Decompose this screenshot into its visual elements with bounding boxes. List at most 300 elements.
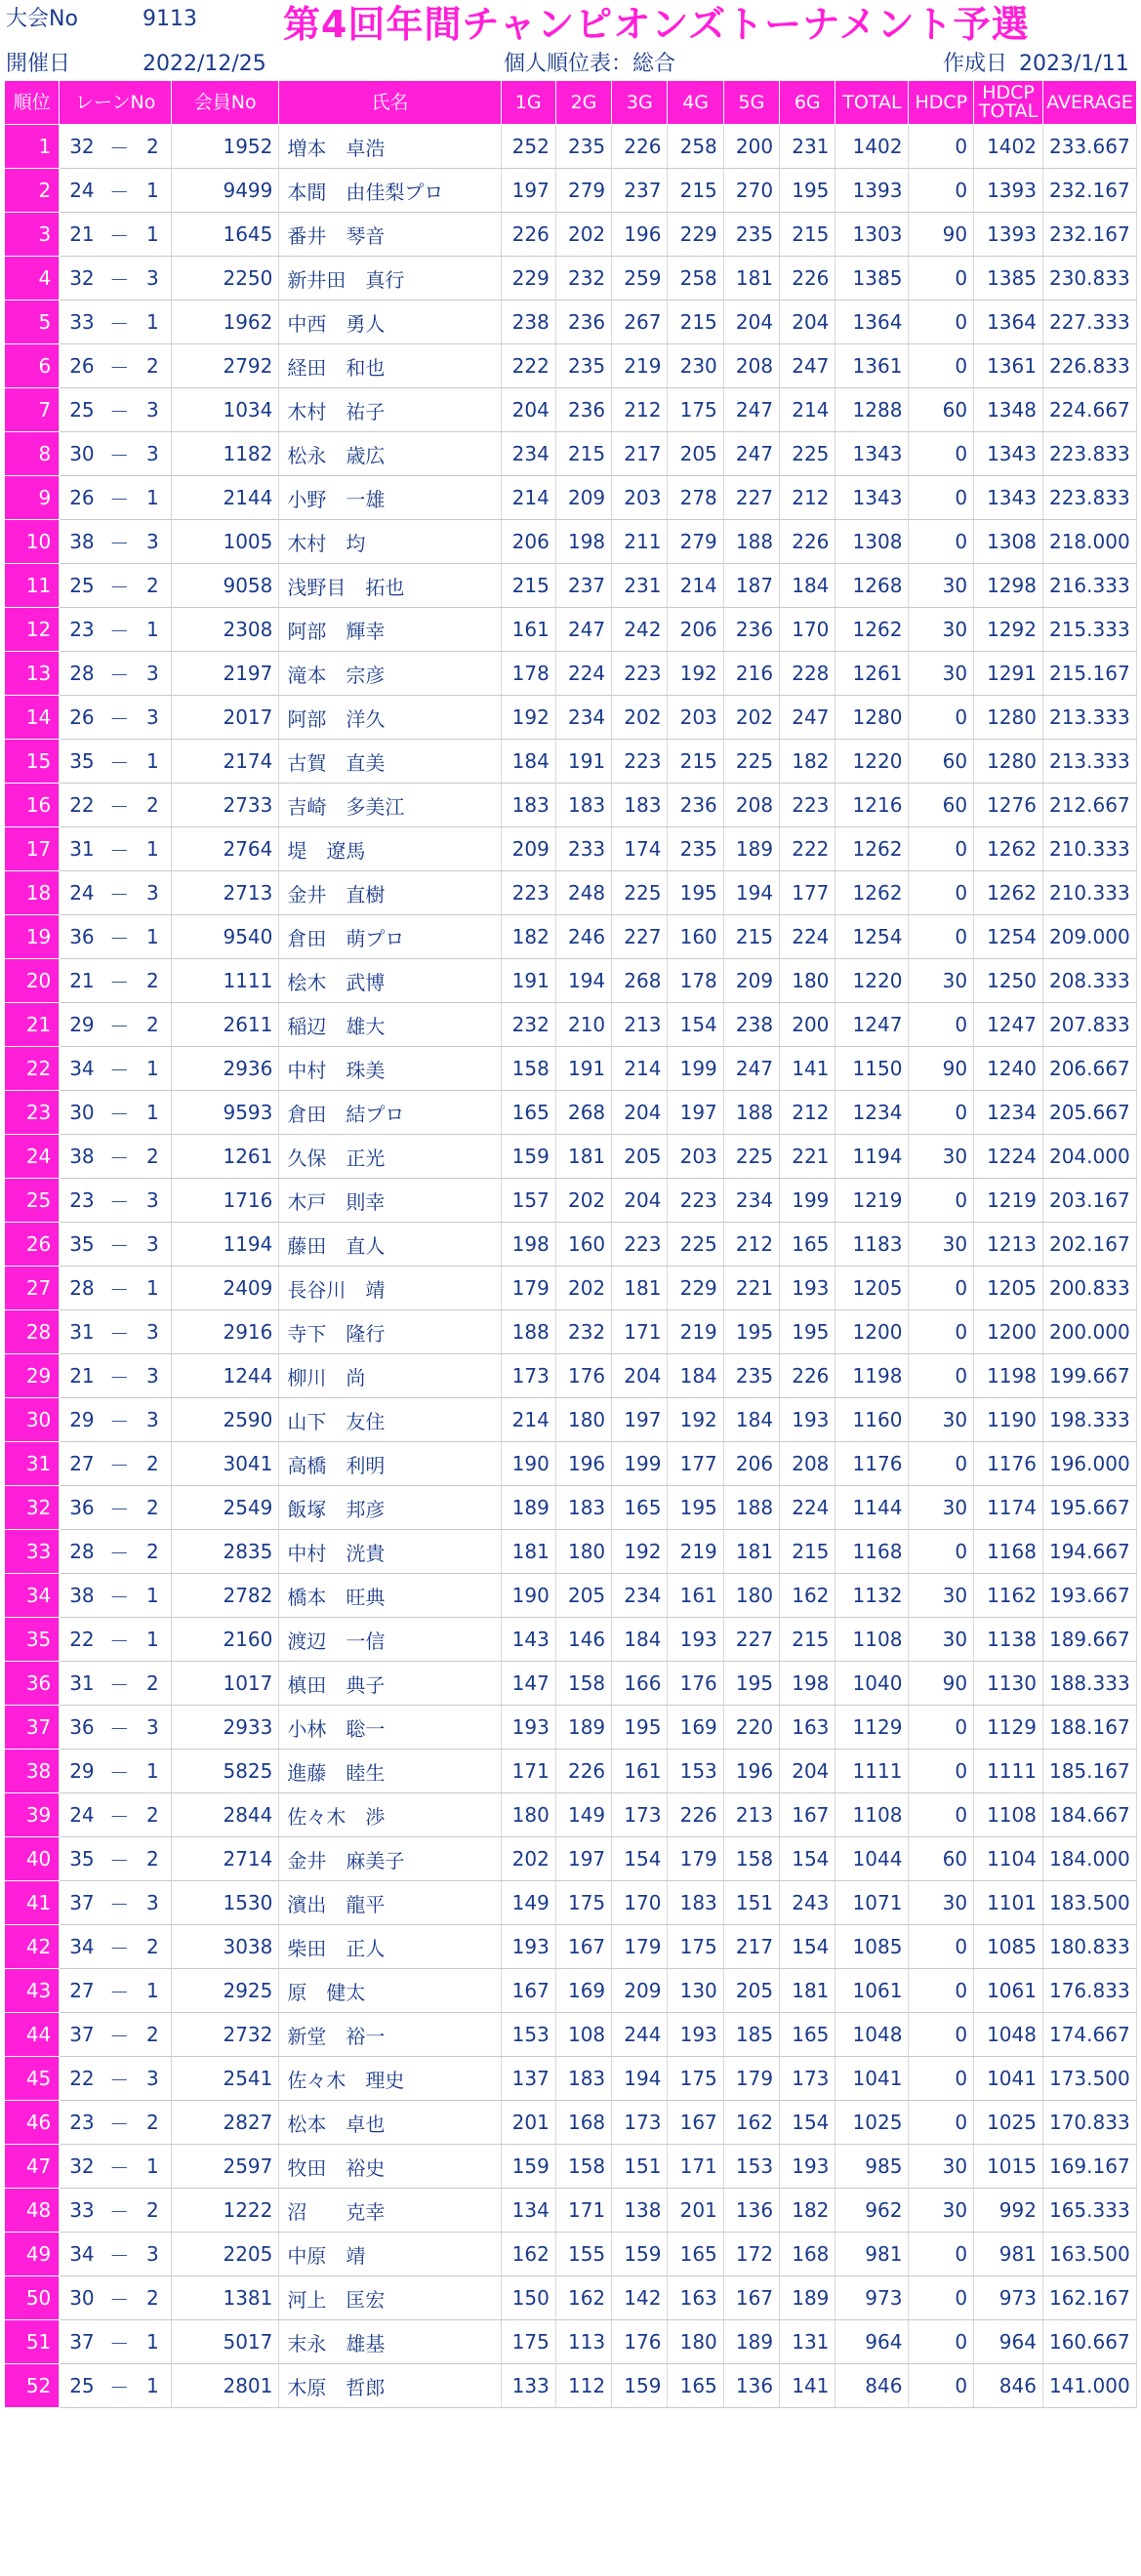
total-cell: 1262 [835, 827, 909, 871]
hdcp-cell: 0 [909, 125, 974, 169]
game-1-cell: 137 [501, 2057, 555, 2101]
lane-dash: － [104, 959, 135, 1003]
game-4-cell: 175 [668, 2057, 723, 2101]
game-3-cell: 181 [612, 1267, 668, 1310]
game-4-cell: 175 [668, 388, 723, 432]
game-4-cell: 165 [668, 2233, 723, 2276]
lane-cell: 38 [60, 1135, 104, 1179]
average-cell: 210.333 [1042, 827, 1136, 871]
lane-dash: － [104, 608, 135, 652]
average-cell: 223.833 [1042, 476, 1136, 520]
meet-no: 9113 [143, 7, 197, 31]
game-4-cell: 214 [668, 564, 723, 608]
rank-cell: 13 [5, 652, 60, 696]
member-no-cell: 2713 [171, 871, 278, 915]
total-cell: 1262 [835, 871, 909, 915]
average-cell: 226.833 [1042, 344, 1136, 388]
lane-cell: 25 [60, 2364, 104, 2408]
hdcp-cell: 90 [909, 1662, 974, 1706]
hdcp-cell: 0 [909, 476, 974, 520]
average-cell: 160.667 [1042, 2320, 1136, 2364]
game-1-cell: 214 [501, 476, 555, 520]
game-6-cell: 215 [780, 1618, 835, 1662]
member-no-cell: 1194 [171, 1223, 278, 1267]
hdcp-cell: 30 [909, 959, 974, 1003]
lane-dash: － [104, 2057, 135, 2101]
lane-cell: 32 [60, 2145, 104, 2189]
lane-dash: － [104, 388, 135, 432]
game-5-cell: 162 [723, 2101, 779, 2145]
game-6-cell: 204 [780, 301, 835, 344]
member-no-cell: 2017 [171, 696, 278, 740]
lane-dash: － [104, 1925, 135, 1969]
game-4-cell: 130 [668, 1969, 723, 2013]
hdcp-total-cell: 1111 [974, 1750, 1043, 1793]
game-1-cell: 133 [501, 2364, 555, 2408]
game-5-cell: 235 [723, 1354, 779, 1398]
game-5-cell: 220 [723, 1706, 779, 1750]
game-1-cell: 178 [501, 652, 555, 696]
lane-dash: － [104, 2364, 135, 2408]
game-2-cell: 247 [555, 608, 611, 652]
table-row [5, 1881, 1137, 1925]
table-row [5, 915, 1137, 959]
average-cell: 210.333 [1042, 871, 1136, 915]
game-2-cell: 158 [555, 1662, 611, 1706]
lane-cell: 22 [60, 784, 104, 827]
game-2-cell: 235 [555, 125, 611, 169]
game-6-cell: 154 [780, 1837, 835, 1881]
member-no-cell: 2733 [171, 784, 278, 827]
table-row [5, 1179, 1137, 1223]
game-5-cell: 221 [723, 1267, 779, 1310]
seat-cell: 1 [135, 1091, 172, 1135]
seat-cell: 1 [135, 2145, 172, 2189]
lane-cell: 31 [60, 827, 104, 871]
rank-cell: 28 [5, 1310, 60, 1354]
seat-cell: 1 [135, 1750, 172, 1793]
rank-cell: 35 [5, 1618, 60, 1662]
game-4-cell: 171 [668, 2145, 723, 2189]
game-3-cell: 204 [612, 1354, 668, 1398]
hdcp-total-cell: 1254 [974, 915, 1043, 959]
table-row [5, 1398, 1137, 1442]
game-4-cell: 205 [668, 432, 723, 476]
game-4-cell: 229 [668, 1267, 723, 1310]
rank-cell: 6 [5, 344, 60, 388]
hdcp-cell: 0 [909, 2013, 974, 2057]
game-5-cell: 187 [723, 564, 779, 608]
player-name-cell: 柴田 正人 [279, 1925, 501, 1969]
lane-dash: － [104, 1310, 135, 1354]
table-row [5, 213, 1137, 257]
average-cell: 230.833 [1042, 257, 1136, 301]
game-6-cell: 226 [780, 520, 835, 564]
table-row [5, 1003, 1137, 1047]
game-4-cell: 258 [668, 257, 723, 301]
player-name-cell: 河上 匡宏 [279, 2276, 501, 2320]
game-5-cell: 181 [723, 257, 779, 301]
average-cell: 188.167 [1042, 1706, 1136, 1750]
hdcp-cell: 30 [909, 2189, 974, 2233]
hdcp-total-cell: 1348 [974, 388, 1043, 432]
player-name-cell: 中原 靖 [279, 2233, 501, 2276]
game-4-cell: 154 [668, 1003, 723, 1047]
player-name-cell: 高橋 利明 [279, 1442, 501, 1486]
table-row [5, 1574, 1137, 1618]
hdcp-total-cell: 964 [974, 2320, 1043, 2364]
game-1-cell: 226 [501, 213, 555, 257]
lane-cell: 36 [60, 915, 104, 959]
total-cell: 1111 [835, 1750, 909, 1793]
member-no-cell: 2801 [171, 2364, 278, 2408]
member-no-cell: 5825 [171, 1750, 278, 1793]
average-cell: 183.500 [1042, 1881, 1136, 1925]
hdcp-cell: 90 [909, 1047, 974, 1091]
game-1-cell: 134 [501, 2189, 555, 2233]
game-2-cell: 189 [555, 1706, 611, 1750]
game-3-cell: 212 [612, 388, 668, 432]
hdcp-cell: 0 [909, 1793, 974, 1837]
seat-cell: 2 [135, 2101, 172, 2145]
table-row [5, 1969, 1137, 2013]
lane-dash: － [104, 2189, 135, 2233]
game-5-cell: 247 [723, 432, 779, 476]
hdcp-cell: 90 [909, 213, 974, 257]
game-4-cell: 199 [668, 1047, 723, 1091]
member-no-cell: 2936 [171, 1047, 278, 1091]
player-name-cell: 阿部 洋久 [279, 696, 501, 740]
seat-cell: 3 [135, 1398, 172, 1442]
game-4-cell: 235 [668, 827, 723, 871]
game-1-cell: 222 [501, 344, 555, 388]
game-4-cell: 184 [668, 1354, 723, 1398]
game-3-cell: 267 [612, 301, 668, 344]
game-3-cell: 214 [612, 1047, 668, 1091]
lane-dash: － [104, 1003, 135, 1047]
rank-cell: 29 [5, 1354, 60, 1398]
lane-cell: 30 [60, 1091, 104, 1135]
game-5-cell: 195 [723, 1310, 779, 1354]
hdcp-cell: 0 [909, 432, 974, 476]
game-5-cell: 235 [723, 213, 779, 257]
game-4-cell: 225 [668, 1223, 723, 1267]
lane-dash: － [104, 1750, 135, 1793]
lane-cell: 26 [60, 476, 104, 520]
total-cell: 1150 [835, 1047, 909, 1091]
player-name-cell: 藤田 直人 [279, 1223, 501, 1267]
average-cell: 215.167 [1042, 652, 1136, 696]
game-2-cell: 197 [555, 1837, 611, 1881]
game-2-cell: 205 [555, 1574, 611, 1618]
lane-dash: － [104, 2101, 135, 2145]
hdcp-cell: 0 [909, 169, 974, 213]
member-no-cell: 2308 [171, 608, 278, 652]
game-5-cell: 179 [723, 2057, 779, 2101]
game-4-cell: 236 [668, 784, 723, 827]
total-cell: 1132 [835, 1574, 909, 1618]
lane-cell: 37 [60, 2013, 104, 2057]
table-row [5, 1442, 1137, 1486]
average-cell: 213.333 [1042, 740, 1136, 784]
table-header [5, 81, 1137, 125]
average-cell: 232.167 [1042, 213, 1136, 257]
game-1-cell: 159 [501, 2145, 555, 2189]
game-1-cell: 252 [501, 125, 555, 169]
table-row [5, 301, 1137, 344]
game-2-cell: 209 [555, 476, 611, 520]
hdcp-total-cell: 1041 [974, 2057, 1043, 2101]
game-5-cell: 136 [723, 2364, 779, 2408]
hdcp-cell: 30 [909, 1618, 974, 1662]
total-cell: 1220 [835, 740, 909, 784]
lane-cell: 24 [60, 1793, 104, 1837]
game-6-cell: 225 [780, 432, 835, 476]
hdcp-cell: 0 [909, 2276, 974, 2320]
hdcp-cell: 30 [909, 652, 974, 696]
hdcp-total-cell: 1224 [974, 1135, 1043, 1179]
game-5-cell: 195 [723, 1662, 779, 1706]
lane-cell: 37 [60, 1881, 104, 1925]
game-3-cell: 259 [612, 257, 668, 301]
table-row [5, 959, 1137, 1003]
game-2-cell: 279 [555, 169, 611, 213]
lane-cell: 30 [60, 432, 104, 476]
hdcp-cell: 0 [909, 871, 974, 915]
player-name-cell: 中西 勇人 [279, 301, 501, 344]
lane-dash: － [104, 827, 135, 871]
rank-cell: 42 [5, 1925, 60, 1969]
lane-cell: 35 [60, 740, 104, 784]
lane-dash: － [104, 784, 135, 827]
game-4-cell: 258 [668, 125, 723, 169]
lane-dash: － [104, 915, 135, 959]
game-1-cell: 192 [501, 696, 555, 740]
game-5-cell: 247 [723, 1047, 779, 1091]
hdcp-cell: 30 [909, 2145, 974, 2189]
member-no-cell: 2764 [171, 827, 278, 871]
lane-dash: － [104, 1091, 135, 1135]
seat-cell: 1 [135, 915, 172, 959]
game-1-cell: 157 [501, 1179, 555, 1223]
player-name-cell: 山下 友住 [279, 1398, 501, 1442]
game-3-cell: 151 [612, 2145, 668, 2189]
game-1-cell: 180 [501, 1793, 555, 1837]
game-6-cell: 181 [780, 1969, 835, 2013]
seat-cell: 3 [135, 1223, 172, 1267]
game-6-cell: 165 [780, 2013, 835, 2057]
player-name-cell: 佐々木 理史 [279, 2057, 501, 2101]
member-no-cell: 2250 [171, 257, 278, 301]
total-cell: 1343 [835, 432, 909, 476]
average-cell: 195.667 [1042, 1486, 1136, 1530]
seat-cell: 2 [135, 1003, 172, 1047]
table-row [5, 432, 1137, 476]
member-no-cell: 2835 [171, 1530, 278, 1574]
rank-cell: 38 [5, 1750, 60, 1793]
member-no-cell: 2590 [171, 1398, 278, 1442]
game-6-cell: 224 [780, 915, 835, 959]
col-average: AVERAGE [1042, 81, 1136, 125]
player-name-cell: 経田 和也 [279, 344, 501, 388]
game-3-cell: 211 [612, 520, 668, 564]
game-6-cell: 214 [780, 388, 835, 432]
hdcp-cell: 0 [909, 696, 974, 740]
member-no-cell: 9499 [171, 169, 278, 213]
game-2-cell: 167 [555, 1925, 611, 1969]
table-body [5, 125, 1137, 2408]
player-name-cell: 中村 洸貴 [279, 1530, 501, 1574]
meet-no-label: 大会No [6, 7, 78, 31]
game-5-cell: 215 [723, 915, 779, 959]
average-cell: 213.333 [1042, 696, 1136, 740]
game-4-cell: 197 [668, 1091, 723, 1135]
game-3-cell: 176 [612, 2320, 668, 2364]
total-cell: 1402 [835, 125, 909, 169]
game-1-cell: 184 [501, 740, 555, 784]
game-5-cell: 208 [723, 344, 779, 388]
total-cell: 985 [835, 2145, 909, 2189]
hdcp-total-cell: 1276 [974, 784, 1043, 827]
table-row [5, 740, 1137, 784]
member-no-cell: 2409 [171, 1267, 278, 1310]
lane-dash: － [104, 1618, 135, 1662]
seat-cell: 2 [135, 344, 172, 388]
game-6-cell: 162 [780, 1574, 835, 1618]
game-3-cell: 223 [612, 740, 668, 784]
average-cell: 184.667 [1042, 1793, 1136, 1837]
table-row [5, 608, 1137, 652]
hdcp-total-cell: 1234 [974, 1091, 1043, 1135]
lane-cell: 38 [60, 1574, 104, 1618]
game-2-cell: 234 [555, 696, 611, 740]
rank-cell: 1 [5, 125, 60, 169]
total-cell: 1194 [835, 1135, 909, 1179]
hdcp-total-cell: 1101 [974, 1881, 1043, 1925]
hdcp-total-cell: 1393 [974, 169, 1043, 213]
average-cell: 224.667 [1042, 388, 1136, 432]
lane-cell: 28 [60, 1267, 104, 1310]
total-cell: 1343 [835, 476, 909, 520]
game-1-cell: 165 [501, 1091, 555, 1135]
game-2-cell: 181 [555, 1135, 611, 1179]
member-no-cell: 1952 [171, 125, 278, 169]
game-6-cell: 199 [780, 1179, 835, 1223]
lane-dash: － [104, 1179, 135, 1223]
game-6-cell: 223 [780, 784, 835, 827]
rank-cell: 5 [5, 301, 60, 344]
game-5-cell: 206 [723, 1442, 779, 1486]
game-3-cell: 268 [612, 959, 668, 1003]
game-5-cell: 202 [723, 696, 779, 740]
hdcp-total-cell: 1250 [974, 959, 1043, 1003]
hdcp-cell: 0 [909, 1925, 974, 1969]
player-name-cell: 原 健太 [279, 1969, 501, 2013]
rank-cell: 41 [5, 1881, 60, 1925]
average-cell: 169.167 [1042, 2145, 1136, 2189]
rank-cell: 43 [5, 1969, 60, 2013]
average-cell: 202.167 [1042, 1223, 1136, 1267]
game-6-cell: 231 [780, 125, 835, 169]
game-5-cell: 189 [723, 2320, 779, 2364]
game-4-cell: 153 [668, 1750, 723, 1793]
game-4-cell: 167 [668, 2101, 723, 2145]
hdcp-total-cell: 1298 [974, 564, 1043, 608]
game-5-cell: 167 [723, 2276, 779, 2320]
table-row [5, 696, 1137, 740]
table-row [5, 2276, 1137, 2320]
total-cell: 1071 [835, 1881, 909, 1925]
game-1-cell: 150 [501, 2276, 555, 2320]
average-cell: 174.667 [1042, 2013, 1136, 2057]
lane-cell: 23 [60, 608, 104, 652]
table-row [5, 827, 1137, 871]
player-name-cell: 長谷川 靖 [279, 1267, 501, 1310]
lane-dash: － [104, 2145, 135, 2189]
player-name-cell: 稲辺 雄大 [279, 1003, 501, 1047]
game-3-cell: 166 [612, 1662, 668, 1706]
average-cell: 207.833 [1042, 1003, 1136, 1047]
rank-cell: 3 [5, 213, 60, 257]
member-no-cell: 2792 [171, 344, 278, 388]
game-2-cell: 169 [555, 1969, 611, 2013]
game-5-cell: 172 [723, 2233, 779, 2276]
seat-cell: 1 [135, 301, 172, 344]
lane-cell: 26 [60, 696, 104, 740]
game-3-cell: 138 [612, 2189, 668, 2233]
game-6-cell: 193 [780, 2145, 835, 2189]
game-1-cell: 143 [501, 1618, 555, 1662]
game-4-cell: 165 [668, 2364, 723, 2408]
hdcp-cell: 60 [909, 784, 974, 827]
average-cell: 199.667 [1042, 1354, 1136, 1398]
rank-cell: 33 [5, 1530, 60, 1574]
player-name-cell: 久保 正光 [279, 1135, 501, 1179]
lane-dash: － [104, 1969, 135, 2013]
game-2-cell: 149 [555, 1793, 611, 1837]
game-2-cell: 146 [555, 1618, 611, 1662]
member-no-cell: 2549 [171, 1486, 278, 1530]
game-1-cell: 202 [501, 1837, 555, 1881]
lane-cell: 29 [60, 1003, 104, 1047]
game-2-cell: 183 [555, 784, 611, 827]
page-subtitle: 個人順位表：総合 [504, 52, 676, 76]
game-4-cell: 195 [668, 1486, 723, 1530]
rank-cell: 40 [5, 1837, 60, 1881]
member-no-cell: 2827 [171, 2101, 278, 2145]
player-name-cell: 牧田 裕史 [279, 2145, 501, 2189]
total-cell: 1108 [835, 1793, 909, 1837]
game-6-cell: 154 [780, 1925, 835, 1969]
member-no-cell: 2541 [171, 2057, 278, 2101]
member-no-cell: 9058 [171, 564, 278, 608]
game-3-cell: 173 [612, 1793, 668, 1837]
total-cell: 1268 [835, 564, 909, 608]
seat-cell: 2 [135, 1442, 172, 1486]
hdcp-total-cell: 1162 [974, 1574, 1043, 1618]
lane-cell: 29 [60, 1398, 104, 1442]
game-3-cell: 173 [612, 2101, 668, 2145]
total-cell: 964 [835, 2320, 909, 2364]
game-5-cell: 247 [723, 388, 779, 432]
lane-cell: 21 [60, 213, 104, 257]
table-row [5, 1047, 1137, 1091]
rank-cell: 7 [5, 388, 60, 432]
player-name-cell: 飯塚 邦彦 [279, 1486, 501, 1530]
table-row [5, 257, 1137, 301]
game-6-cell: 131 [780, 2320, 835, 2364]
hdcp-total-cell: 1205 [974, 1267, 1043, 1310]
